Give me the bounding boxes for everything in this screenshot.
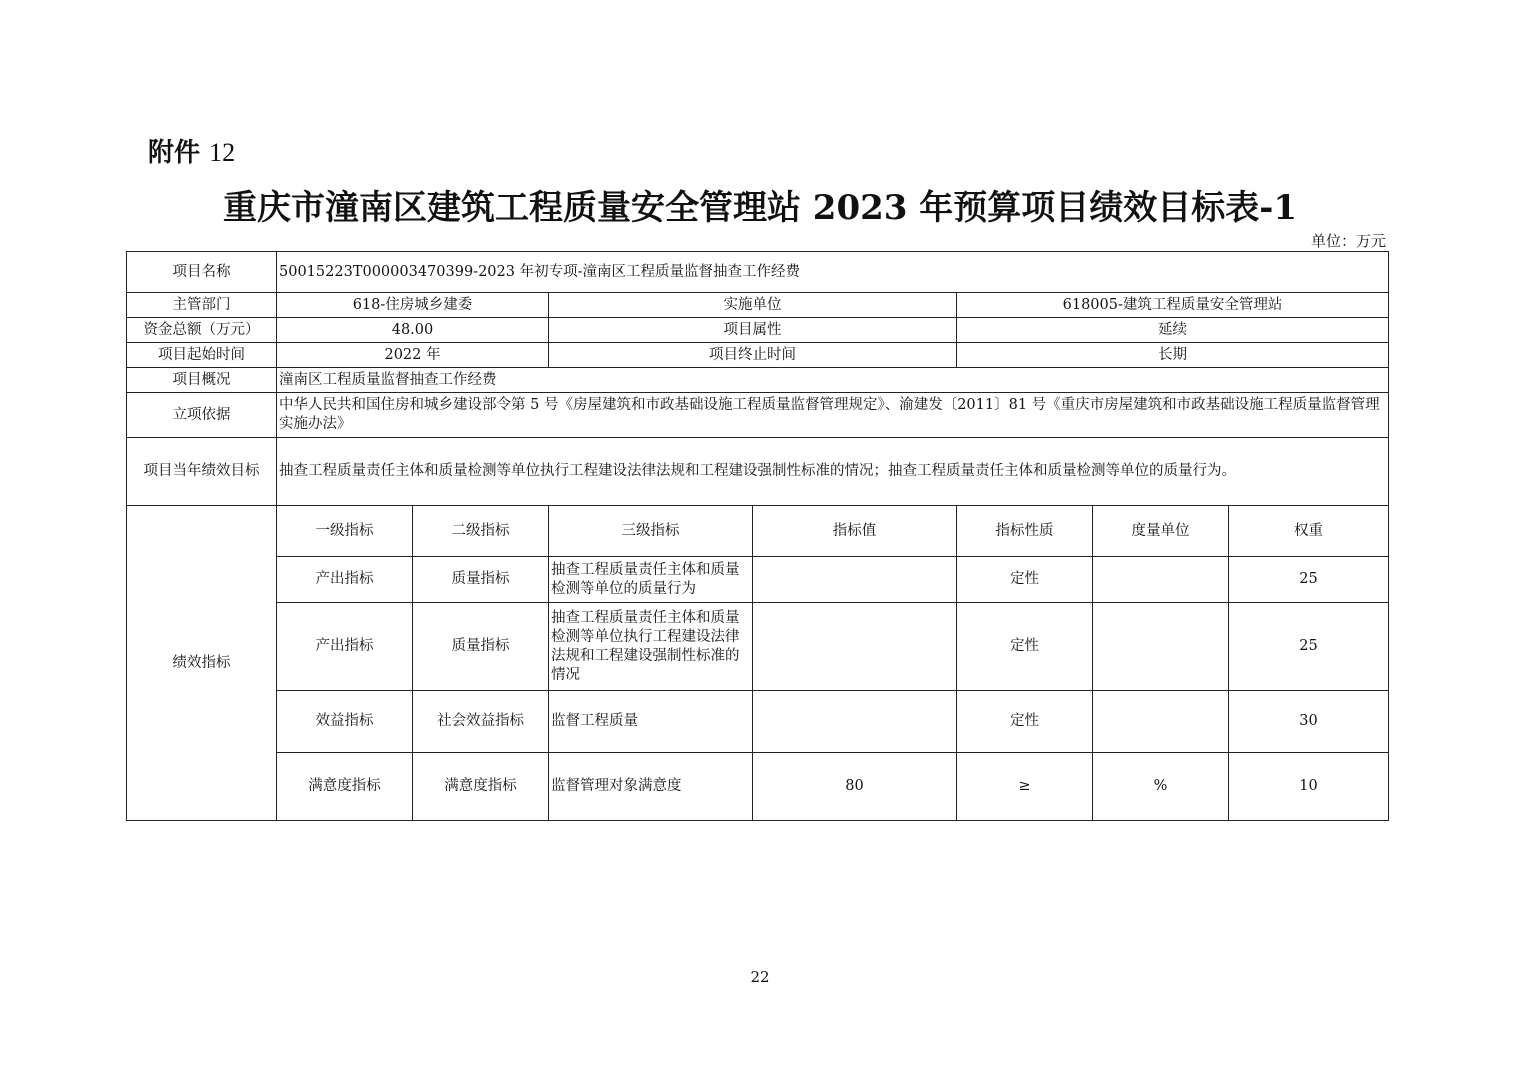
header-level1: 一级指标 (277, 506, 413, 557)
overview-value: 潼南区工程质量监督抽查工作经费 (277, 368, 1389, 393)
indicator-weight: 30 (1229, 691, 1389, 753)
project-name-value: 50015223T000003470399-2023 年初专项-潼南区工程质量监督抽查工作经费 (277, 252, 1389, 293)
indicator-row (127, 753, 1389, 821)
goal-label: 项目当年绩效目标 (127, 438, 277, 506)
end-label: 项目终止时间 (549, 343, 957, 368)
attachment-number: 12 (209, 138, 236, 167)
indicator-nature: 定性 (957, 557, 1093, 603)
basis-value: 中华人民共和国住房和城乡建设部令第 5 号《房屋建筑和市政基础设施工程质量监督管理规定》、渝建发〔2011〕81 号《重庆市房屋建筑和市政基础设施工程质量监督管理实施办法》 (277, 393, 1389, 438)
indicator-level1: 满意度指标 (277, 753, 413, 821)
indicator-level2: 社会效益指标 (413, 691, 549, 753)
indicator-nature: ≥ (957, 753, 1093, 821)
indicator-nature: 定性 (957, 691, 1093, 753)
indicator-weight: 25 (1229, 557, 1389, 603)
indicator-row (127, 603, 1389, 691)
impl-unit-value: 618005-建筑工程质量安全管理站 (957, 293, 1389, 318)
row-project-name (127, 252, 1389, 293)
start-label: 项目起始时间 (127, 343, 277, 368)
indicator-level3: 监督管理对象满意度 (549, 753, 753, 821)
indicator-value (753, 557, 957, 603)
basis-label: 立项依据 (127, 393, 277, 438)
indicator-value: 80 (753, 753, 957, 821)
row-dept (127, 293, 1389, 318)
header-weight: 权重 (1229, 506, 1389, 557)
indicator-unit: % (1093, 753, 1229, 821)
header-nature: 指标性质 (957, 506, 1093, 557)
indicator-level1: 产出指标 (277, 603, 413, 691)
goal-value: 抽查工程质量责任主体和质量检测等单位执行工程建设法律法规和工程建设强制性标准的情况；抽查工程质量责任主体和质量检测等单位的质量行为。 (277, 438, 1389, 506)
indicator-unit (1093, 691, 1229, 753)
row-funds (127, 318, 1389, 343)
indicator-weight: 10 (1229, 753, 1389, 821)
indicator-level1: 产出指标 (277, 557, 413, 603)
indicator-unit (1093, 557, 1229, 603)
impl-unit-label: 实施单位 (549, 293, 957, 318)
end-value: 长期 (957, 343, 1389, 368)
dept-value: 618-住房城乡建委 (277, 293, 549, 318)
row-goal (127, 438, 1389, 506)
header-unit: 度量单位 (1093, 506, 1229, 557)
indicator-weight: 25 (1229, 603, 1389, 691)
indicator-level3: 抽查工程质量责任主体和质量检测等单位执行工程建设法律法规和工程建设强制性标准的情况 (549, 603, 753, 691)
funds-label: 资金总额（万元） (127, 318, 277, 343)
header-value: 指标值 (753, 506, 957, 557)
indicator-level2: 满意度指标 (413, 753, 549, 821)
indicator-level2: 质量指标 (413, 603, 549, 691)
indicator-unit (1093, 603, 1229, 691)
header-level2: 二级指标 (413, 506, 549, 557)
indicator-level3: 监督工程质量 (549, 691, 753, 753)
header-level3: 三级指标 (549, 506, 753, 557)
indicator-value (753, 603, 957, 691)
unit-note: 单位：万元 (1310, 232, 1386, 250)
row-basis (127, 393, 1389, 438)
indicator-nature: 定性 (957, 603, 1093, 691)
document-title: 重庆市潼南区建筑工程质量安全管理站 2023 年预算项目绩效目标表-1 (222, 188, 1298, 228)
indicator-header-row (127, 506, 1389, 557)
row-overview (127, 368, 1389, 393)
indicator-row (127, 557, 1389, 603)
performance-table (126, 251, 1389, 821)
attribute-label: 项目属性 (549, 318, 957, 343)
funds-value: 48.00 (277, 318, 549, 343)
project-name-label: 项目名称 (127, 252, 277, 293)
attachment-label: 附件 12 (148, 138, 236, 168)
row-time (127, 343, 1389, 368)
page-number: 22 (750, 968, 770, 986)
indicator-row (127, 691, 1389, 753)
start-value: 2022 年 (277, 343, 549, 368)
indicator-level2: 质量指标 (413, 557, 549, 603)
indicators-section-label: 绩效指标 (127, 506, 277, 821)
attribute-value: 延续 (957, 318, 1389, 343)
indicator-level3: 抽查工程质量责任主体和质量检测等单位的质量行为 (549, 557, 753, 603)
overview-label: 项目概况 (127, 368, 277, 393)
dept-label: 主管部门 (127, 293, 277, 318)
indicator-value (753, 691, 957, 753)
indicator-level1: 效益指标 (277, 691, 413, 753)
